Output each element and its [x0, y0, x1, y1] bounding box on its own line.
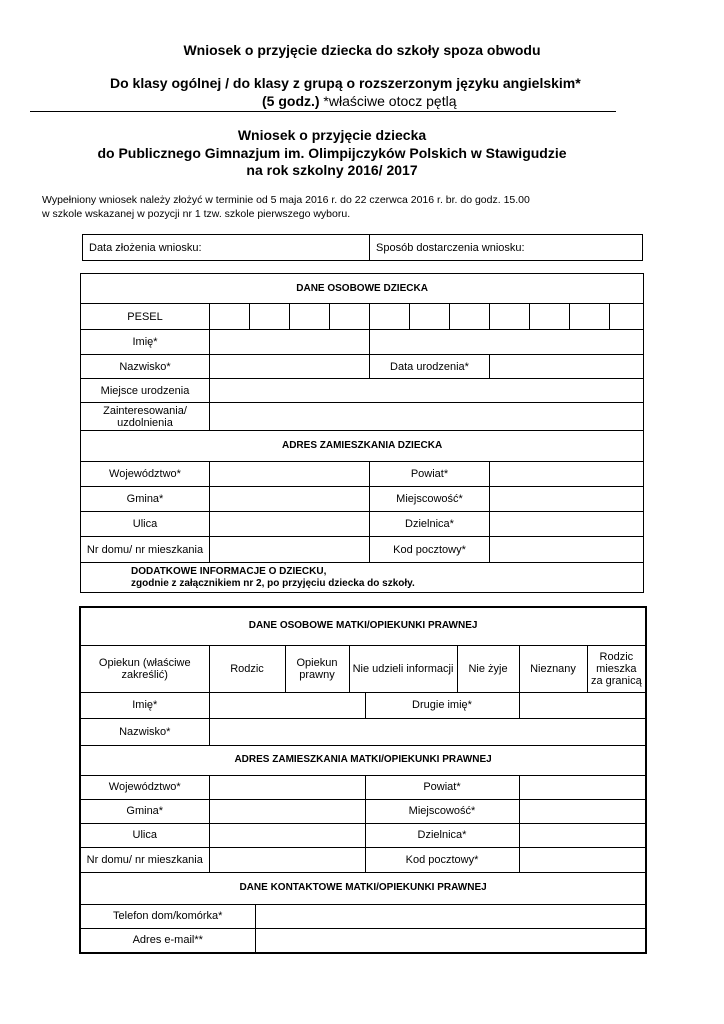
class-hours: (5 godz.)	[262, 93, 320, 109]
mother-voivodeship-label: Województwo*	[80, 775, 209, 799]
child-quarter-field[interactable]	[490, 512, 644, 537]
mother-email-field[interactable]	[255, 928, 646, 953]
mother-commune-field[interactable]	[209, 799, 365, 823]
child-district-label: Powiat*	[370, 462, 490, 487]
child-commune-label: Gmina*	[81, 487, 210, 512]
child-locality-field[interactable]	[490, 487, 644, 512]
child-street-label: Ulica	[81, 512, 210, 537]
instructions-line1: Wypełniony wniosek należy złożyć w terminie od 5 maja 2016 r. do 22 czerwca 2016 r. br. do godz. 15.00	[42, 194, 530, 206]
mother-street-label: Ulica	[80, 823, 209, 847]
mother-address-title: ADRES ZAMIESZKANIA MATKI/OPIEKUNKI PRAWNEJ	[80, 745, 646, 775]
child-district-field[interactable]	[490, 462, 644, 487]
child-extra-info[interactable]	[81, 563, 644, 593]
pesel-digit-box[interactable]	[570, 304, 610, 330]
pesel-digit-box[interactable]	[530, 304, 570, 330]
guardian-option-legal[interactable]: Opiekun prawny	[285, 645, 349, 692]
child-postal-code-label: Kod pocztowy*	[370, 537, 490, 563]
mother-quarter-field[interactable]	[519, 823, 646, 847]
child-birth-date-label: Data urodzenia*	[370, 355, 490, 379]
child-postal-code-field[interactable]	[490, 537, 644, 563]
mother-commune-label: Gmina*	[80, 799, 209, 823]
mother-street-field[interactable]	[209, 823, 365, 847]
pesel-digit-box[interactable]	[410, 304, 450, 330]
mother-first-name-field[interactable]	[209, 692, 365, 718]
child-house-no-field[interactable]	[210, 537, 370, 563]
class-choice-hours-line	[262, 93, 457, 109]
child-extra-info-line1: DODATKOWE INFORMACJE O DZIECKU,	[131, 565, 327, 577]
class-choice-line: Do klasy ogólnej / do klasy z grupą o rozszerzonym języku angielskim*	[110, 75, 581, 91]
mother-second-name-label: Drugie imię*	[365, 692, 519, 718]
child-section-title: DANE OSOBOWE DZIECKA	[81, 274, 644, 304]
mother-first-name-label: Imię*	[80, 692, 209, 718]
child-last-name-label: Nazwisko*	[81, 355, 210, 379]
child-birth-place-field[interactable]	[210, 379, 644, 403]
child-street-field[interactable]	[210, 512, 370, 537]
guardian-option-parent[interactable]: Rodzic	[209, 645, 285, 692]
child-first-name-field-extra[interactable]	[370, 330, 644, 355]
subheader-line2: do Publicznego Gimnazjum im. Olimpijczyków Polskich w Stawigudzie	[97, 145, 567, 161]
subheader-line3: na rok szkolny 2016/ 2017	[246, 162, 418, 178]
mother-locality-label: Miejscowość*	[365, 799, 519, 823]
child-interests-field[interactable]	[210, 403, 644, 431]
mother-postal-code-field[interactable]	[519, 847, 646, 872]
mother-locality-field[interactable]	[519, 799, 646, 823]
child-birth-date-field[interactable]	[490, 355, 644, 379]
pesel-label: PESEL	[81, 304, 210, 330]
child-locality-label: Miejscowość*	[370, 487, 490, 512]
child-interests-label: Zainteresowania/ uzdolnienia	[81, 403, 210, 431]
submission-table	[82, 234, 643, 261]
child-house-no-label: Nr domu/ nr mieszkania	[81, 537, 210, 563]
mother-section-title: DANE OSOBOWE MATKI/OPIEKUNKI PRAWNEJ	[80, 607, 646, 645]
header-divider	[30, 111, 616, 112]
child-extra-info-line2: zgodnie z załącznikiem nr 2, po przyjęciu dziecka do szkoły.	[131, 577, 415, 589]
pesel-digit-box[interactable]	[490, 304, 530, 330]
mother-phone-field[interactable]	[255, 904, 646, 928]
child-voivodeship-field[interactable]	[210, 462, 370, 487]
pesel-digit-box[interactable]	[250, 304, 290, 330]
guardian-option-unknown[interactable]: Nieznany	[519, 645, 587, 692]
submission-method-field[interactable]: Sposób dostarczenia wniosku:	[370, 235, 643, 261]
mother-data-table	[79, 606, 647, 954]
pesel-digit-box[interactable]	[610, 304, 644, 330]
child-last-name-field[interactable]	[210, 355, 370, 379]
child-birth-place-label: Miejsce urodzenia	[81, 379, 210, 403]
mother-last-name-field[interactable]	[209, 718, 646, 745]
instructions-line2: w szkole wskazanej w pozycji nr 1 tzw. szkole pierwszego wyboru.	[42, 208, 351, 220]
subheader-line1: Wniosek o przyjęcie dziecka	[237, 127, 427, 143]
mother-quarter-label: Dzielnica*	[365, 823, 519, 847]
child-quarter-label: Dzielnica*	[370, 512, 490, 537]
child-first-name-label: Imię*	[81, 330, 210, 355]
pesel-digit-box[interactable]	[290, 304, 330, 330]
child-commune-field[interactable]	[210, 487, 370, 512]
mother-house-no-field[interactable]	[209, 847, 365, 872]
guardian-type-label: Opiekun (właściwe zakreślić)	[80, 645, 209, 692]
guardian-option-abroad[interactable]: Rodzic mieszka za granicą	[587, 645, 646, 692]
mother-postal-code-label: Kod pocztowy*	[365, 847, 519, 872]
mother-district-field[interactable]	[519, 775, 646, 799]
pesel-digit-box[interactable]	[370, 304, 410, 330]
mother-phone-label: Telefon dom/komórka*	[80, 904, 255, 928]
mother-voivodeship-field[interactable]	[209, 775, 365, 799]
mother-last-name-label: Nazwisko*	[80, 718, 209, 745]
submission-date-field[interactable]: Data złożenia wniosku:	[83, 235, 370, 261]
pesel-digit-box[interactable]	[330, 304, 370, 330]
mother-email-label: Adres e-mail**	[80, 928, 255, 953]
guardian-option-no-info[interactable]: Nie udzieli informacji	[349, 645, 457, 692]
child-data-table	[80, 273, 644, 593]
mother-house-no-label: Nr domu/ nr mieszkania	[80, 847, 209, 872]
child-address-title: ADRES ZAMIESZKANIA DZIECKA	[81, 431, 644, 462]
pesel-digit-box[interactable]	[210, 304, 250, 330]
pesel-digit-box[interactable]	[450, 304, 490, 330]
class-choice-note: *właściwe otocz pętlą	[319, 93, 457, 109]
child-voivodeship-label: Województwo*	[81, 462, 210, 487]
child-first-name-field[interactable]	[210, 330, 370, 355]
guardian-option-deceased[interactable]: Nie żyje	[457, 645, 519, 692]
form-title: Wniosek o przyjęcie dziecka do szkoły spoza obwodu	[183, 42, 541, 58]
mother-contact-title: DANE KONTAKTOWE MATKI/OPIEKUNKI PRAWNEJ	[80, 872, 646, 904]
mother-district-label: Powiat*	[365, 775, 519, 799]
mother-second-name-field[interactable]	[519, 692, 646, 718]
